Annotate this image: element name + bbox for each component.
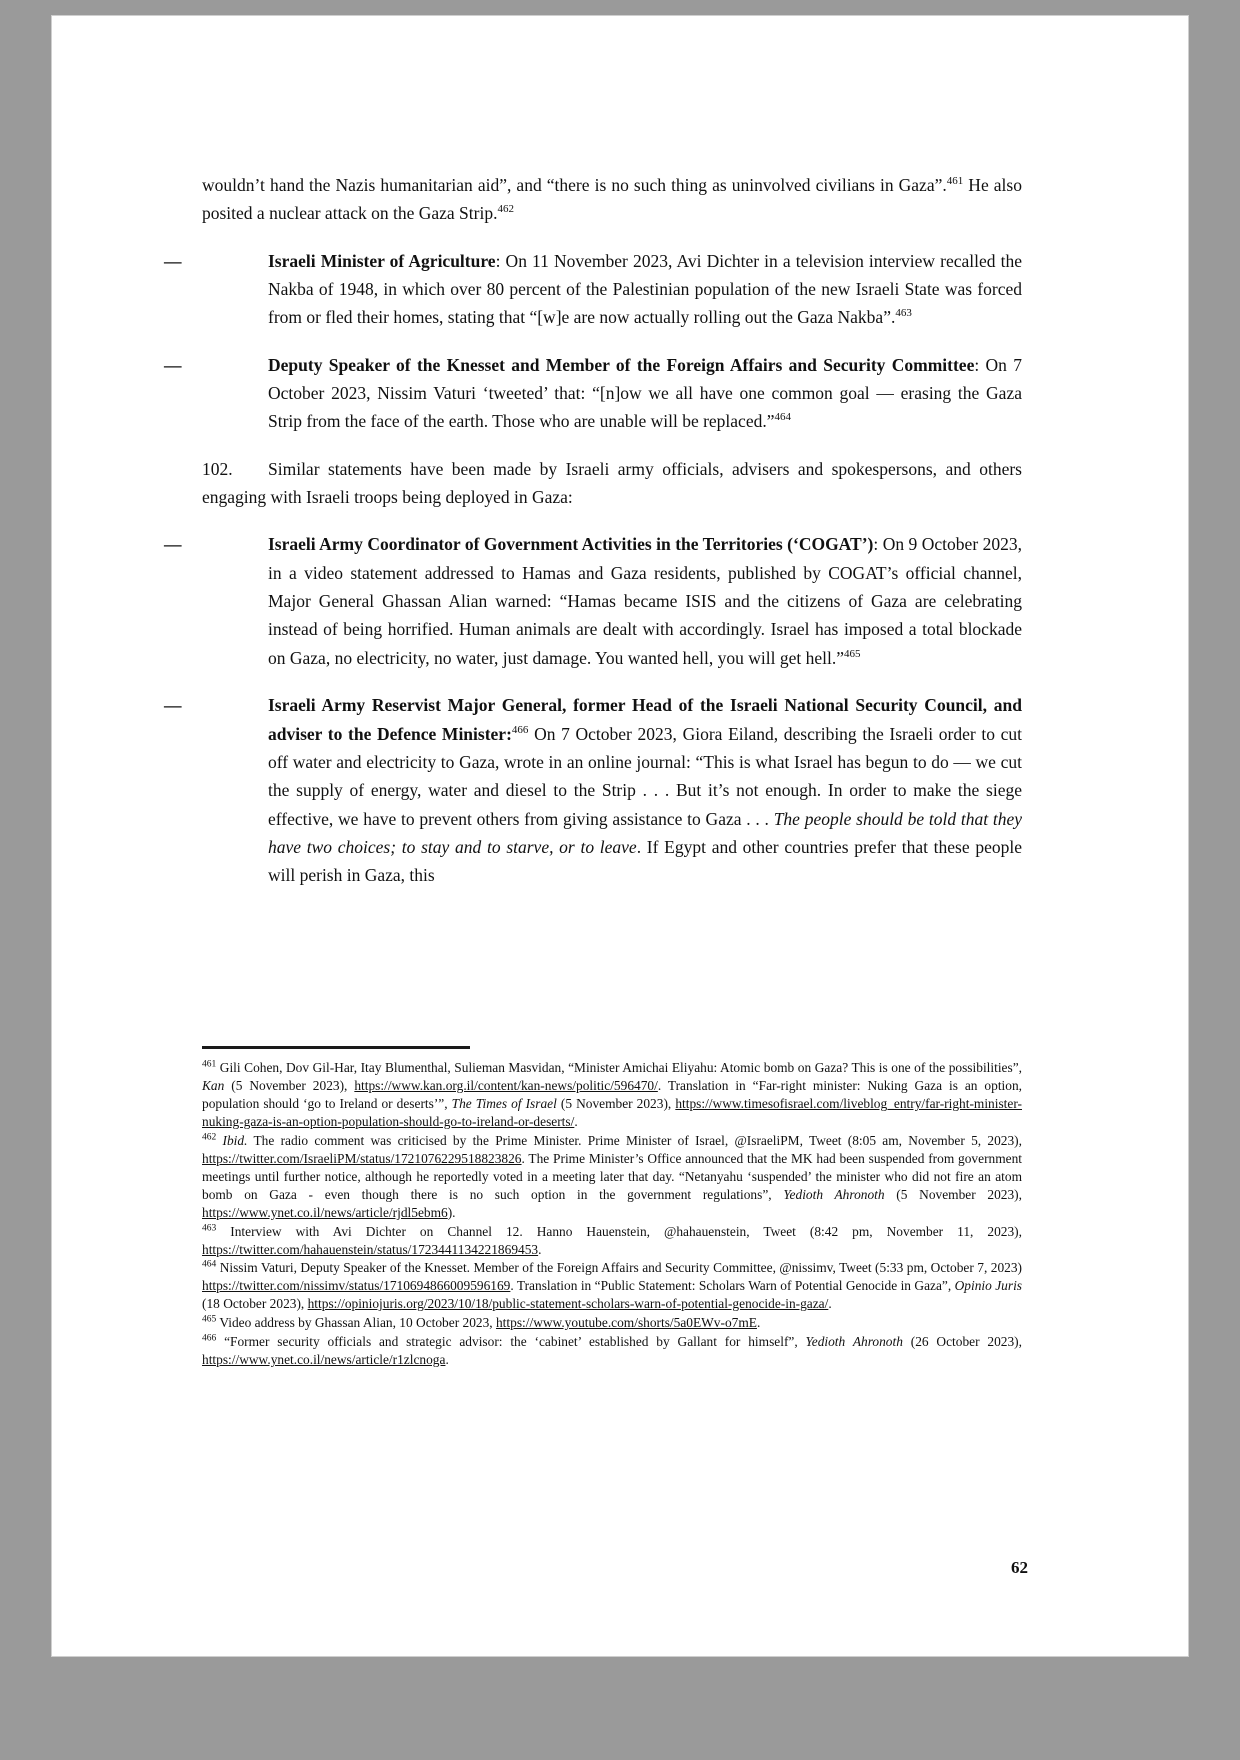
footnote-marker: 466 xyxy=(202,1333,217,1344)
text-run: (26 October 2023), xyxy=(902,1334,1022,1350)
footnote xyxy=(202,1132,1022,1222)
text-run: Opinio Juris xyxy=(954,1278,1023,1294)
hyperlink[interactable]: https://www.ynet.co.il/news/article/r1zlcnoga xyxy=(202,1352,446,1368)
text-run: The Times of Israel xyxy=(451,1095,557,1111)
text-run: . xyxy=(445,1352,449,1368)
footnote-reference[interactable]: 464 xyxy=(774,411,791,424)
footnote-marker: 464 xyxy=(202,1260,217,1271)
text-run: Similar statements have been made by Israeli army officials, advisers and spokespersons, and others engaging with Israeli troops being deployed in Gaza: xyxy=(202,458,1022,508)
text-run: . xyxy=(828,1296,832,1312)
text-run: Nissim Vaturi, Deputy Speaker of the Knesset. Member of the Foreign Affairs and Security Committee, @nissimv, Tweet (5:33 pm, October 7, 2023) xyxy=(216,1260,1022,1276)
continuation-paragraph xyxy=(202,171,1022,228)
bulleted-paragraph xyxy=(164,351,1022,436)
em-dash-bullet: — xyxy=(164,695,182,716)
text-run: ). xyxy=(447,1204,456,1220)
bulleted-paragraph xyxy=(164,691,1022,889)
text-run: The people should be told that they have two choices; to stay and to starve, or to leave xyxy=(268,808,1022,857)
bulleted-paragraph xyxy=(164,247,1022,332)
hyperlink[interactable]: https://twitter.com/IsraeliPM/status/1721076229518823826 xyxy=(202,1150,522,1166)
text-run: . Translation in “Far-right minister: Nuking Gaza is an option, population should ‘go to Ireland or deserts’”, xyxy=(202,1077,1022,1111)
text-run: On 7 October 2023, Giora Eiland, describing the Israeli order to cut off water and electricity to Gaza, wrote in an online journal: “This is what Israel has begun to do — we cut the supply of energy, water and diesel to the Strip . . . But it’s not enough. In order to make the siege effective, we have to prevent others from giving assistance to Gaza . . . xyxy=(268,723,1022,829)
footnote xyxy=(202,1333,1022,1369)
text-run: He also posited a nuclear attack on the Gaza Strip. xyxy=(202,175,1022,224)
footnote-reference[interactable]: 466 xyxy=(511,723,529,736)
em-dash-bullet: — xyxy=(164,354,182,375)
text-run: . xyxy=(538,1241,542,1257)
hyperlink[interactable]: https://www.ynet.co.il/news/article/rjdl5ebm6 xyxy=(202,1204,448,1220)
hyperlink[interactable]: https://twitter.com/nissimv/status/1710694866009596169 xyxy=(202,1278,511,1294)
text-run: Ibid. xyxy=(222,1132,248,1148)
footnote-separator-rule xyxy=(202,1046,470,1049)
paragraph-list xyxy=(164,171,1022,890)
hyperlink[interactable]: https://www.kan.org.il/content/kan-news/politic/596470/ xyxy=(354,1077,658,1093)
text-run: Israeli Army Coordinator of Government Activities in the Territories (‘COGAT’) xyxy=(268,534,874,555)
text-run: : On 7 October 2023, Nissim Vaturi ‘tweeted’ that: “[n]ow we all have one common goal — erasing the Gaza Strip from the face of the earth. Those who are unable will be replaced.” xyxy=(268,354,1022,432)
text-run: Interview with Avi Dichter on Channel 12. Hanno Hauenstein, @hahauenstein, Tweet (8:42 pm, November 11, 2023), xyxy=(216,1223,1022,1239)
text-run: . xyxy=(756,1315,761,1331)
text-run: Israeli Army Reservist Major General, former Head of the Israeli National Security Council, and adviser to the Defence Minister xyxy=(268,695,1022,744)
footnote-list xyxy=(202,1059,1022,1369)
text-run: (5 November 2023), xyxy=(884,1186,1022,1202)
footnote-marker: 462 xyxy=(202,1132,217,1143)
text-run: Israeli Minister of Agriculture xyxy=(268,250,496,271)
footnote xyxy=(202,1314,1022,1332)
text-run: Video address by Ghassan Alian, 10 October 2023, xyxy=(216,1315,496,1331)
footnote-marker: 461 xyxy=(202,1059,217,1070)
text-run: The radio comment was criticised by the Prime Minister. Prime Minister of Israel, @IsraeliPM, Tweet (8:05 am, November 5, 2023), xyxy=(247,1132,1022,1148)
text-run: . xyxy=(574,1113,578,1129)
page-number: 62 xyxy=(1011,1558,1028,1577)
footnote xyxy=(202,1259,1022,1313)
text-run: “Former security officials and strategic advisor: the ‘cabinet’ established by Gallant for himself”, xyxy=(216,1334,806,1350)
footnote-marker: 465 xyxy=(202,1314,217,1325)
bulleted-paragraph xyxy=(164,530,1022,672)
footnote-reference[interactable]: 461 xyxy=(946,175,964,188)
text-run: Kan xyxy=(202,1077,225,1093)
footnote-marker: 463 xyxy=(202,1223,217,1234)
footnote xyxy=(202,1223,1022,1259)
page-body xyxy=(164,171,1022,909)
text-run: (18 October 2023), xyxy=(202,1296,308,1312)
text-run: Yedioth Ahronoth xyxy=(783,1186,885,1202)
em-dash-bullet: — xyxy=(164,250,182,271)
paragraph-number: 102. xyxy=(202,458,233,479)
footnote-reference[interactable]: 462 xyxy=(497,203,514,216)
hyperlink[interactable]: https://opiniojuris.org/2023/10/18/public-statement-scholars-warn-of-potential-genocide-in-gaza/ xyxy=(307,1296,829,1312)
document-page xyxy=(52,16,1188,1656)
text-run: Gili Cohen, Dov Gil-Har, Itay Blumenthal, Sulieman Masvidan, “Minister Amichai Eliyahu: Atomic bomb on Gaza? This is one of the possibilities”, xyxy=(216,1060,1022,1075)
hyperlink[interactable]: https://www.youtube.com/shorts/5a0EWv-o7mE xyxy=(495,1315,757,1331)
text-run: Deputy Speaker of the Knesset and Member of the Foreign Affairs and Security Committee xyxy=(268,354,975,375)
text-run: . The Prime Minister’s Office announced that the MK had been suspended from government meetings until further notice, although he reportedly voted in a meeting later that day. “Netanyahu ‘suspended’ the minister who did not fire an atom bomb on Gaza - even though there is no such option in the government regulations”, xyxy=(202,1150,1022,1202)
text-run: Yedioth Ahronoth xyxy=(805,1334,903,1350)
text-run: . If Egypt and other countries prefer that these people will perish in Gaza, this xyxy=(268,836,1022,886)
footnote-reference[interactable]: 465 xyxy=(844,647,861,660)
text-run: (5 November 2023), xyxy=(556,1095,676,1111)
text-run: (5 November 2023), xyxy=(224,1077,355,1093)
em-dash-bullet: — xyxy=(164,534,182,555)
footnote xyxy=(202,1059,1022,1131)
footnote-reference[interactable]: 463 xyxy=(895,307,912,320)
hyperlink[interactable]: https://www.timesofisrael.com/liveblog_entry/far-right-minister-nuking-gaza-is-an-option-population-should-go-to-ireland-or-deserts/ xyxy=(202,1095,1022,1129)
text-run: : On 11 November 2023, Avi Dichter in a television interview recalled the Nakba of 1948, in which over 80 percent of the Palestinian population of the new Israeli State was forced from or fled their homes, stating that “[w]e are now actually rolling out the Gaza Nakba”. xyxy=(268,250,1022,328)
hyperlink[interactable]: https://twitter.com/hahauenstein/status/1723441134221869453 xyxy=(202,1241,539,1257)
text-run: . Translation in “Public Statement: Scholars Warn of Potential Genocide in Gaza”, xyxy=(510,1278,955,1294)
numbered-paragraph xyxy=(202,455,1022,512)
text-run: : On 9 October 2023, in a video statement addressed to Hamas and Gaza residents, published by COGAT’s official channel, Major General Ghassan Alian warned: “Hamas became ISIS and the citizens of Gaza are celebrating instead of being horrified. Human animals are dealt with accordingly. Israel has imposed a total blockade on Gaza, no electricity, no water, just damage. You wanted hell, you will get hell.” xyxy=(268,534,1022,668)
text-run: : xyxy=(506,723,512,744)
text-run: wouldn’t hand the Nazis humanitarian aid”, and “there is no such thing as uninvolved civilians in Gaza”. xyxy=(202,175,947,195)
footnote-section xyxy=(202,1046,1022,1370)
